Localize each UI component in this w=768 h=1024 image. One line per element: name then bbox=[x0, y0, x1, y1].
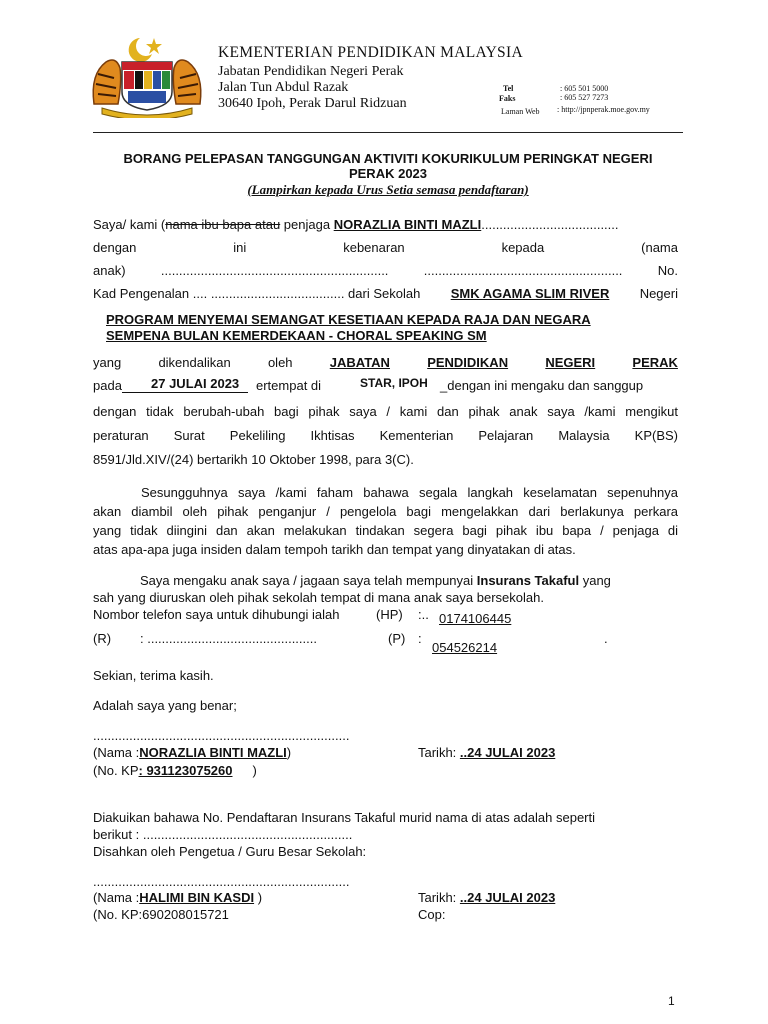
kp-suffix: ) bbox=[252, 763, 257, 778]
saya-prefix: Saya/ kami ( bbox=[93, 217, 166, 232]
venue: STAR, IPOH bbox=[360, 376, 428, 390]
pledge-line: dengan tidak berubah-ubah bagi pihak saya / kami dan pihak anak saya /kami mengikut bbox=[93, 404, 678, 419]
phone-text: Nombor telefon saya untuk dihubungi ialah bbox=[93, 607, 340, 622]
anak-dots-1: ............................................................... bbox=[160, 263, 389, 278]
form-title-line-1: BORANG PELEPASAN TANGGUNGAN AKTIVITI KOKURIKULUM PERINGKAT NEGERI bbox=[123, 151, 653, 166]
organizer-word: PERAK bbox=[632, 355, 678, 370]
child-name-line bbox=[93, 263, 678, 278]
word: kebenaran bbox=[343, 240, 405, 255]
hp-label: (HP) bbox=[376, 607, 403, 622]
tel-label: Tel bbox=[503, 84, 514, 93]
principal-sign-date: ..24 JULAI 2023 bbox=[459, 890, 556, 905]
word: yang bbox=[93, 355, 122, 370]
insurance-line-1 bbox=[140, 573, 611, 588]
insurance-text: Saya mengaku anak saya / jagaan saya telah mempunyai bbox=[140, 573, 477, 588]
malaysia-coat-of-arms-logo bbox=[88, 34, 206, 118]
school-name: SMK AGAMA SLIM RIVER bbox=[450, 286, 610, 301]
kp-prefix: (No. KP bbox=[93, 763, 139, 778]
struck-text: nama ibu bapa atau bbox=[165, 217, 281, 232]
faks-value: : 605 527 7273 bbox=[560, 93, 609, 102]
p-number: 054526214 bbox=[432, 640, 498, 655]
r-dots: : ............................................... bbox=[140, 631, 317, 646]
parent-name-line bbox=[93, 745, 291, 760]
safety-line: yang tidak diingini dan akan melakukan tindakan segera bagi pihak ibu bapa / penjaga di bbox=[93, 523, 678, 538]
tarikh-label: Tarikh: bbox=[418, 890, 460, 905]
safety-line: Sesungguhnya saya /kami faham bahawa segala langkah keselamatan sepenuhnya bbox=[141, 485, 678, 500]
safety-line: atas apa-apa juga insiden dalam tempoh tarikh dan tempat yang dinyatakan di atas. bbox=[93, 542, 576, 557]
principal-date-line bbox=[418, 890, 555, 905]
pledge-line: 8591/Jld.XIV/(24) bertarikh 10 Oktober 1998, para 3(C). bbox=[93, 452, 414, 467]
organizer-word: JABATAN bbox=[329, 355, 390, 370]
word: kepada bbox=[501, 240, 545, 255]
anak-label: anak) bbox=[93, 263, 126, 278]
cop-label: Cop: bbox=[418, 907, 446, 922]
tarikh-label: Tarikh: bbox=[418, 745, 460, 760]
parent-line bbox=[93, 217, 619, 232]
faks-label: Faks bbox=[499, 94, 516, 103]
form-subtitle: (Lampirkan kepada Urus Setia semasa pendaftaran) bbox=[247, 182, 529, 197]
permission-line bbox=[93, 240, 678, 255]
bertempat-text: ertempat di bbox=[256, 378, 322, 393]
penjaga-text: penjaga bbox=[280, 217, 334, 232]
nama-prefix: (Nama : bbox=[93, 745, 140, 760]
program-date: 27 JULAI 2023 bbox=[151, 376, 240, 391]
page-number: 1 bbox=[668, 994, 675, 1008]
word: dengan bbox=[93, 240, 137, 255]
web-value: : http://jpnperak.moe.gov.my bbox=[557, 105, 650, 114]
form-title-line-2: PERAK 2023 bbox=[348, 166, 428, 181]
r-label: (R) bbox=[93, 631, 112, 646]
nama-suffix: ) bbox=[254, 890, 263, 905]
parent-sign-date: ..24 JULAI 2023 bbox=[459, 745, 556, 760]
p-label: (P) bbox=[388, 631, 406, 646]
principal-name: HALIMI BIN KASDI bbox=[139, 890, 255, 905]
safety-paragraph bbox=[93, 483, 678, 559]
organizer-word: NEGERI bbox=[545, 355, 596, 370]
date-underline bbox=[122, 392, 248, 393]
negeri-label: Negeri bbox=[639, 286, 678, 301]
pledge-line: peraturan Surat Pekeliling Ikhtisas Kementerian Pelajaran Malaysia KP(BS) bbox=[93, 428, 678, 443]
parent-date-line bbox=[418, 745, 555, 760]
address-line-2: Jalan Tun Abdul Razak bbox=[218, 80, 349, 95]
no-label: No. bbox=[657, 263, 678, 278]
program-line-1: PROGRAM MENYEMAI SEMANGAT KESETIAAN KEPADA RAJA DAN NEGARA bbox=[106, 312, 591, 327]
web-label: Laman Web bbox=[501, 107, 540, 116]
hp-number: 0174106445 bbox=[439, 611, 512, 626]
pada-rest-text: _dengan ini mengaku dan sanggup bbox=[440, 378, 644, 393]
program-line-2: SEMPENA BULAN KEMERDEKAAN - CHORAL SPEAKING SM bbox=[106, 328, 487, 343]
insurance-line-2: sah yang diuruskan oleh pihak sekolah tempat di mana anak saya bersekolah. bbox=[93, 590, 544, 605]
organizer-word: PENDIDIKAN bbox=[427, 355, 509, 370]
principal-name-line bbox=[93, 890, 262, 905]
address-line-1: Jabatan Pendidikan Negeri Perak bbox=[218, 64, 404, 79]
p-separator: : bbox=[418, 631, 422, 646]
insurance-takaful: Insurans Takaful bbox=[476, 573, 580, 588]
word: dikendalikan bbox=[158, 355, 231, 370]
tel-value: : 605 501 5000 bbox=[560, 84, 609, 93]
pledge-text bbox=[93, 400, 678, 472]
principal-signature-line: ....................................................................... bbox=[93, 874, 350, 889]
parent-signature-line: ....................................................................... bbox=[93, 728, 350, 743]
ministry-name: KEMENTERIAN PENDIDIKAN MALAYSIA bbox=[218, 44, 523, 61]
ic-school-line bbox=[93, 286, 678, 301]
p-end: . bbox=[604, 631, 608, 646]
closing-text: Sekian, terima kasih. bbox=[93, 668, 214, 683]
anak-dots-2: ....................................................... bbox=[423, 263, 623, 278]
parent-name-dots: ...................................... bbox=[481, 217, 619, 232]
word: oleh bbox=[267, 355, 293, 370]
parent-ic-number: : 931123075260 bbox=[138, 763, 233, 778]
word: (nama bbox=[641, 240, 678, 255]
confirm-line-2: berikut : .......................................................... bbox=[93, 827, 353, 842]
parent-signatory-name: NORAZLIA BINTI MAZLI bbox=[139, 745, 287, 760]
hp-separator: :.. bbox=[418, 607, 429, 622]
truly-text: Adalah saya yang benar; bbox=[93, 698, 237, 713]
nama-suffix: ) bbox=[286, 745, 292, 760]
nama-prefix: (Nama : bbox=[93, 890, 140, 905]
pada-label: pada bbox=[93, 378, 122, 393]
parent-name: NORAZLIA BINTI MAZLI bbox=[333, 217, 482, 232]
header-divider bbox=[93, 132, 683, 133]
kad-text: Kad Pengenalan .... ..................................... dari Sekolah bbox=[93, 286, 421, 301]
word: ini bbox=[233, 240, 247, 255]
safety-line: akan diambil oleh pihak penganjur / pengelola bagi mengelakkan dari berlakunya perkara bbox=[93, 504, 678, 519]
confirm-line-3: Disahkan oleh Pengetua / Guru Besar Sekolah: bbox=[93, 844, 367, 859]
confirm-line-1: Diakuikan bahawa No. Pendaftaran Insurans Takaful murid nama di atas adalah seperti bbox=[93, 810, 596, 825]
address-line-3: 30640 Ipoh, Perak Darul Ridzuan bbox=[218, 96, 407, 111]
insurance-text: yang bbox=[579, 573, 611, 588]
organizer-line bbox=[93, 355, 678, 370]
principal-kp-line: (No. KP:690208015721 bbox=[93, 907, 229, 922]
parent-kp-line bbox=[93, 763, 257, 778]
